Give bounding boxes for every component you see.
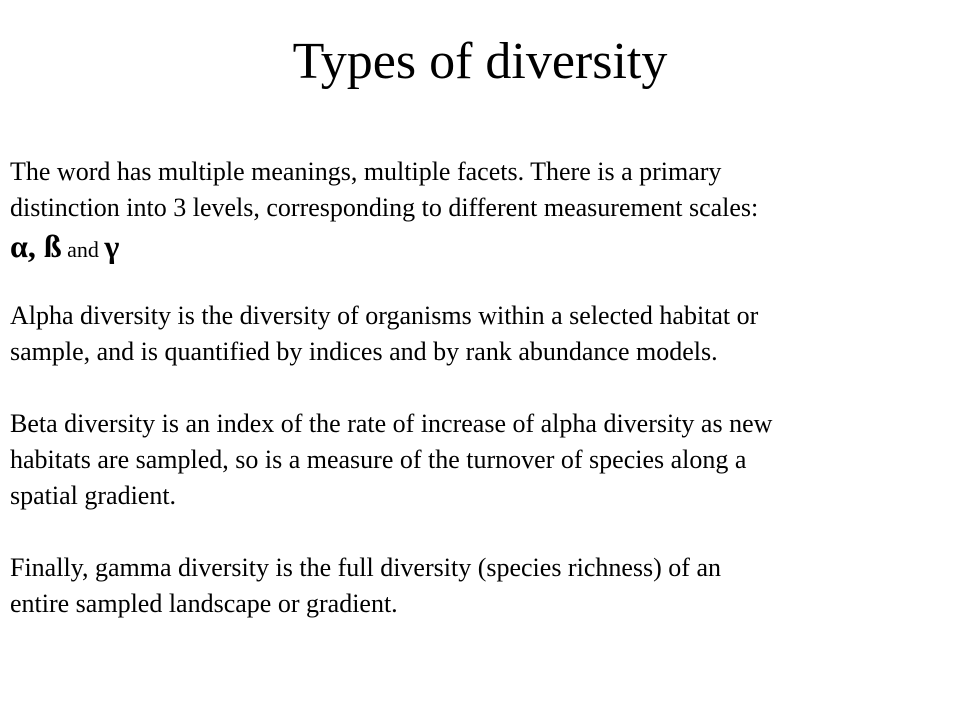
and-word: and: [61, 237, 105, 262]
intro-line-1: The word has multiple meanings, multiple facets. There is a primary: [10, 157, 722, 186]
beta-paragraph: [10, 406, 955, 514]
alpha-paragraph: [10, 298, 955, 370]
intro-paragraph: [10, 154, 955, 268]
beta-line-1: Beta diversity is an index of the rate of increase of alpha diversity as new: [10, 409, 773, 438]
slide-body: [10, 154, 955, 622]
greek-levels-line: [10, 226, 955, 268]
alpha-line-1: Alpha diversity is the diversity of organisms within a selected habitat or: [10, 301, 759, 330]
slide-title: Types of diversity: [292, 33, 668, 90]
gamma-line-1: Finally, gamma diversity is the full diversity (species richness) of an: [10, 553, 721, 582]
spacer: [10, 268, 955, 298]
alpha-line-2: sample, and is quantified by indices and by rank abundance models.: [10, 337, 718, 366]
symbol-separator: ,: [27, 228, 44, 264]
spacer: [10, 370, 955, 406]
gamma-line-2: entire sampled landscape or gradient.: [10, 589, 398, 618]
beta-line-3: spatial gradient.: [10, 481, 177, 510]
alpha-symbol: α: [10, 228, 28, 264]
gamma-paragraph: [10, 550, 955, 622]
spacer: [10, 514, 955, 550]
beta-symbol: ß: [43, 228, 62, 264]
beta-line-2: habitats are sampled, so is a measure of the turnover of species along a: [10, 445, 747, 474]
intro-line-2: distinction into 3 levels, corresponding to different measurement scales:: [10, 193, 759, 222]
gamma-symbol: γ: [104, 228, 120, 264]
